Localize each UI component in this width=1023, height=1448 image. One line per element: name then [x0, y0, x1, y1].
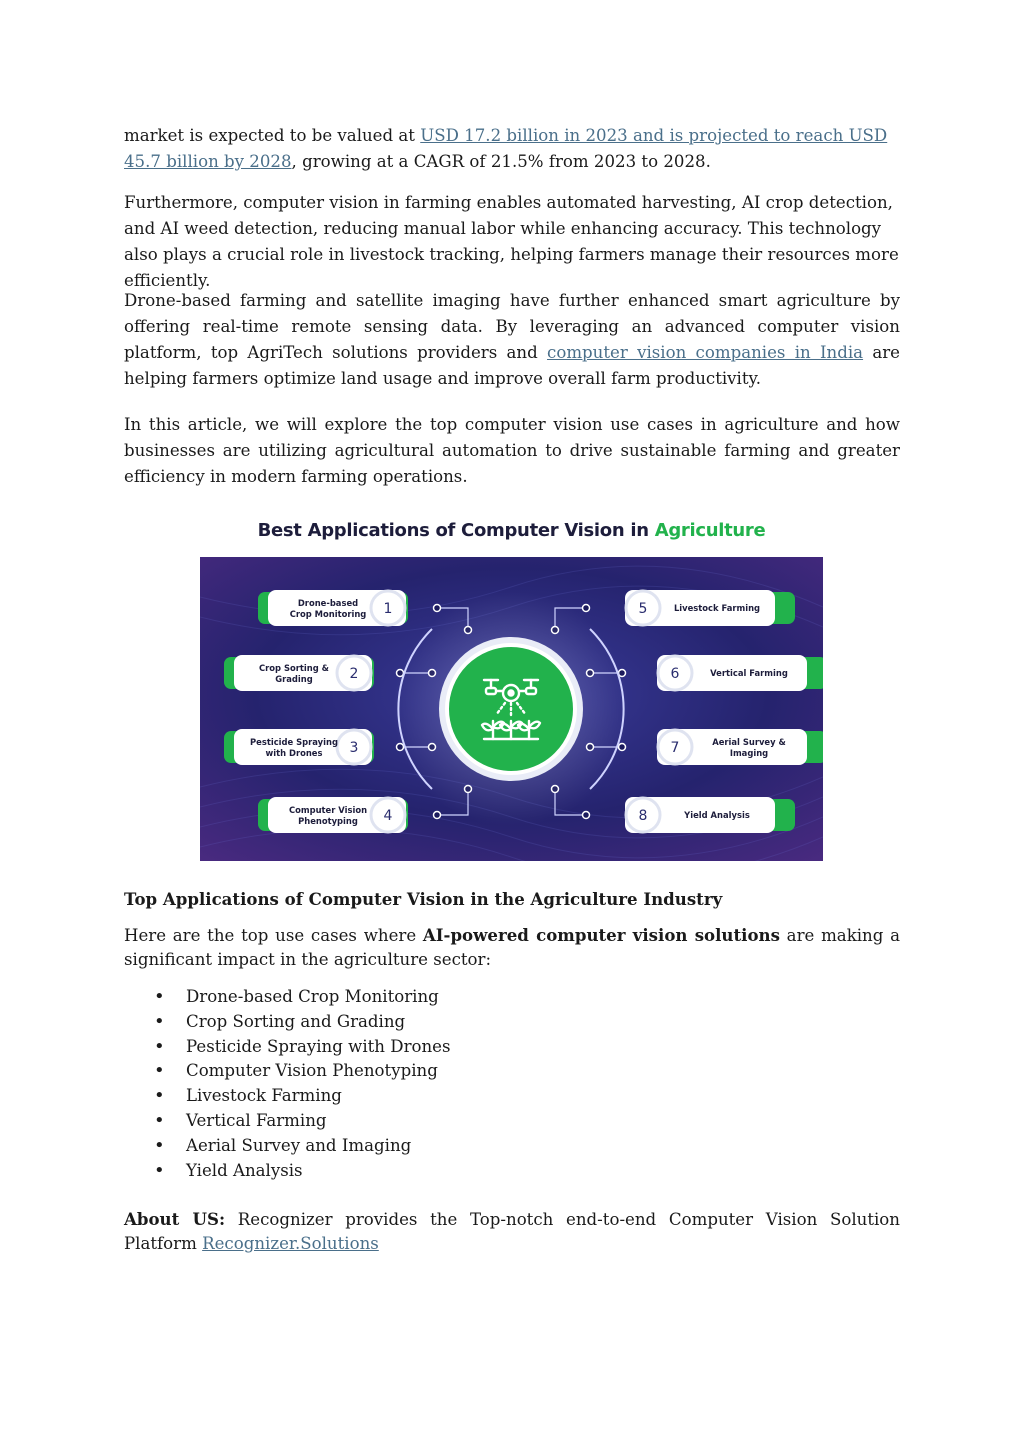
card-label-line1: Yield Analysis: [684, 810, 750, 820]
paragraph-text: Furthermore, computer vision in farming enables automated harvesting, AI crop detection, and AI weed detection, reducing manual labor while enhancing accuracy. This technology also plays a crucial role in livestock tracking, helping farmers manage their resources more efficiently.: [124, 193, 899, 290]
market-size-link[interactable]: USD 17.2 billion in 2023 and is projected to reach USD 45.7 billion by 2028: [124, 126, 888, 171]
application-card-6: [657, 655, 823, 691]
card-label-line2: Grading: [275, 674, 313, 684]
center-hub: [393, 591, 629, 827]
paragraph-drone-farming: [124, 288, 900, 392]
card-number: 1: [383, 601, 393, 617]
application-card-5: [625, 590, 795, 626]
infographic-image: [200, 557, 823, 861]
list-item: • Computer Vision Phenotyping: [124, 1059, 900, 1084]
card-label-line2: Crop Monitoring: [289, 609, 367, 619]
about-label: About US:: [124, 1209, 226, 1229]
card-number: 7: [670, 740, 680, 756]
application-card-4: [258, 797, 408, 833]
card-number: 5: [638, 601, 648, 617]
list-item: • Drone-based Crop Monitoring: [124, 985, 900, 1010]
text: , growing at a CAGR of 21.5% from 2023 to 2028.: [291, 152, 711, 171]
card-label-line1: Drone-based: [297, 598, 359, 608]
card-number: 6: [670, 666, 680, 682]
card-label-line1: Vertical Farming: [710, 668, 788, 678]
cv-companies-india-link[interactable]: computer vision companies in India: [547, 343, 864, 362]
section-intro: [124, 923, 900, 972]
use-cases-list: [124, 985, 900, 1183]
text: Drone-based farming and satellite imaging have further enhanced smart agriculture by offering real-time remote sensing data. By leveraging an advanced computer vision platform, top AgriTech solutions providers and: [124, 291, 900, 362]
application-card-8: [625, 797, 795, 833]
application-card-7: [657, 729, 823, 765]
bold-text: AI-powered computer vision solutions: [422, 925, 780, 945]
text: Here are the top use cases where: [124, 926, 423, 945]
application-card-2: [224, 655, 374, 691]
paragraph-market-size: [124, 123, 900, 175]
card-number: 3: [349, 740, 359, 756]
infographic-graphic: [200, 557, 823, 861]
paragraph-article-intro: [124, 412, 900, 490]
infographic-title: [200, 520, 823, 541]
application-card-1: [258, 590, 408, 626]
section-heading: [124, 887, 900, 911]
text: market is expected to be valued at: [124, 126, 421, 145]
list-item: • Pesticide Spraying with Drones: [124, 1035, 900, 1060]
list-item: • Crop Sorting and Grading: [124, 1010, 900, 1035]
card-label-line2: Phenotyping: [298, 816, 358, 826]
card-number: 4: [383, 808, 393, 824]
list-item: • Vertical Farming: [124, 1109, 900, 1134]
about-text: Recognizer provides the Top-notch end-to-end Computer Vision Solution Platform: [124, 1210, 900, 1253]
recognizer-solutions-link[interactable]: Recognizer.Solutions: [202, 1234, 379, 1253]
infographic-title-main: Best Applications of Computer Vision in: [257, 520, 655, 541]
card-label-line1: Crop Sorting &: [259, 663, 329, 673]
list-item: • Livestock Farming: [124, 1084, 900, 1109]
card-label-line2: Imaging: [729, 748, 769, 758]
card-label-line1: Computer Vision: [288, 805, 368, 815]
section-title: Top Applications of Computer Vision in the Agriculture Industry: [124, 889, 723, 909]
paragraph-text: In this article, we will explore the top computer vision use cases in agriculture and how businesses are utilizing agricultural automation to drive sustainable farming and greater efficiency in modern farming operations.: [124, 415, 900, 486]
application-card-3: [224, 729, 374, 765]
text: are making a significant impact in the agriculture sector:: [124, 926, 901, 969]
card-number: 2: [349, 666, 359, 682]
card-label-line1: Livestock Farming: [673, 603, 761, 613]
text: are helping farmers optimize land usage and improve overall farm productivity.: [124, 343, 901, 388]
list-item: • Aerial Survey and Imaging: [124, 1134, 900, 1159]
card-label-line1: Aerial Survey &: [712, 737, 786, 747]
about-section: [124, 1207, 900, 1256]
card-number: 8: [638, 808, 648, 824]
list-item: • Yield Analysis: [124, 1159, 900, 1184]
card-label-line2: with Drones: [265, 748, 323, 758]
infographic-title-accent: Agriculture: [654, 520, 766, 541]
paragraph-automation: [124, 190, 900, 294]
card-label-line1: Pesticide Spraying: [250, 737, 338, 747]
